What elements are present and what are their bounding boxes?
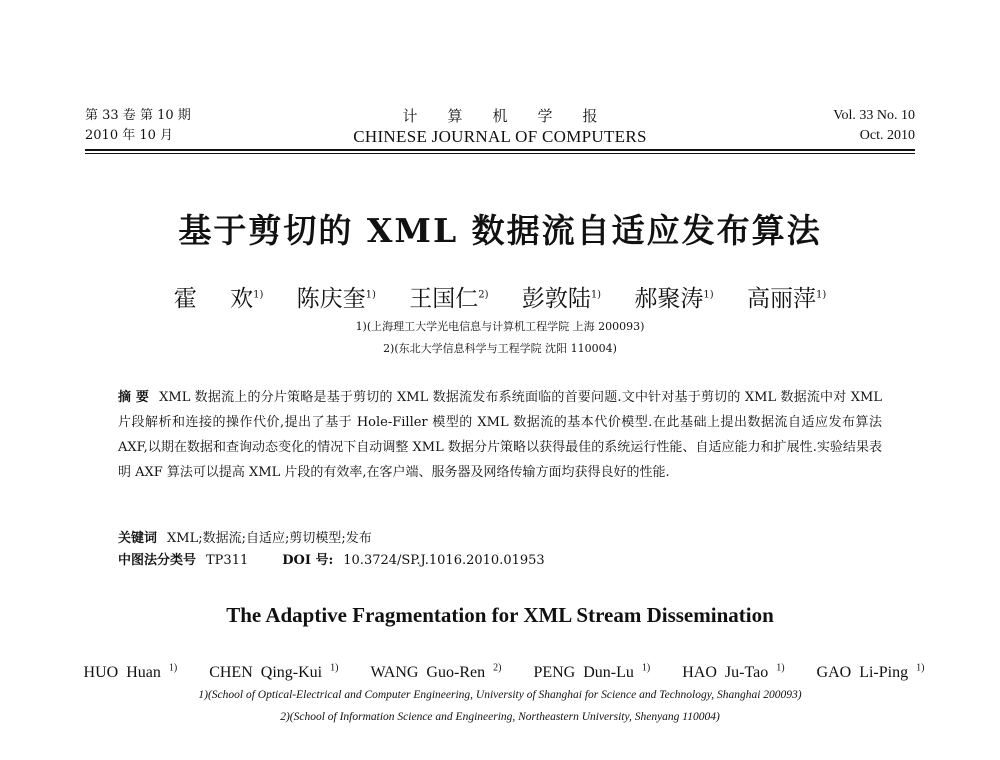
author-en: HAO Ju-Tao $^{1)}$ — [682, 663, 785, 682]
author-zh: 郝聚涛$^{1)}$ — [634, 286, 714, 312]
author-en: GAO Li-Ping $^{1)}$ — [816, 663, 925, 682]
author-zh: 彭敦陆$^{1)}$ — [521, 286, 602, 312]
affiliation-zh-1: 1)(上海理工大学光电信息与计算机工程学院 上海 200093) — [355, 320, 645, 333]
paper-title-zh: 基于剪切的 XML 数据流自适应发布算法 — [178, 211, 822, 250]
author-en: CHEN Qing-Kui $^{1)}$ — [209, 663, 339, 682]
metadata-block — [118, 528, 882, 572]
doi-label: DOI 号: — [282, 553, 334, 568]
header-rule-thin — [85, 153, 915, 154]
author-zh: 陈庆奎$^{1)}$ — [296, 286, 376, 312]
journal-name-zh: 计算机学报 — [402, 107, 628, 125]
author-list-zh — [0, 280, 1000, 313]
affiliation-en-2: 2)(School of Information Science and Engineering, Northeastern University, Shenyang 110004) — [280, 711, 720, 723]
volume-number-en: Vol. 33 No. 10 — [833, 108, 915, 123]
author-en: PENG Dun-Lu $^{1)}$ — [533, 663, 651, 682]
classification-label: 中图法分类号 — [118, 553, 197, 568]
affiliation-zh-2: 2)(东北大学信息科学与工程学院 沈阳 110004) — [383, 342, 617, 355]
author-en: HUO Huan $^{1)}$ — [83, 663, 178, 682]
journal-name-en: CHINESE JOURNAL OF COMPUTERS — [353, 127, 647, 146]
doi-value: 10.3724/SP.J.1016.2010.01953 — [343, 553, 545, 568]
keywords-label: 关键词 — [118, 531, 158, 546]
abstract-text: XML 数据流上的分片策略是基于剪切的 XML 数据流发布系统面临的首要问题.文中针对基于剪切的 XML 数据流中对 XML 片段解析和连接的操作代价,提出了基于 Hole-Filler 模型的 XML 数据流的基本代价模型.在此基础上提出数据流自适应发布算法 AXF,以期在数据和查询动态变化的情况下自动调整 XML 数据分片策略以获得最佳的系统运行性能、自适应能力和扩展性.实验结果表明 AXF 算法可以提高 XML 片段的有效率,在客户端、服务器及网络传输方面均获得良好的性能. — [118, 390, 882, 480]
abstract-zh — [118, 385, 882, 485]
affiliation-en-1: 1)(School of Optical-Electrical and Computer Engineering, University of Shanghai for Science and Technology, Shanghai 200093) — [198, 689, 802, 701]
classification-line — [118, 550, 882, 572]
keywords-line — [118, 528, 882, 550]
header-rule-thick — [85, 149, 915, 151]
abstract-label: 摘 要 — [118, 390, 150, 405]
author-zh: 王国仁$^{2)}$ — [409, 286, 489, 312]
issue-date-en: Oct. 2010 — [859, 128, 915, 143]
classification-value: TP311 — [206, 553, 249, 568]
journal-name — [85, 106, 915, 148]
keywords-text: XML;数据流;自适应;剪切模型;发布 — [167, 531, 372, 546]
author-list-en — [0, 663, 1000, 682]
issue-date: 2010 年 10 月 — [85, 128, 174, 143]
author-zh: 霍 欢$^{1)}$ — [173, 286, 264, 312]
author-zh: 高丽萍$^{1)}$ — [746, 286, 827, 312]
author-en: WANG Guo-Ren $^{2)}$ — [370, 663, 502, 682]
paper-title-en: The Adaptive Fragmentation for XML Stream Dissemination — [226, 603, 774, 627]
volume-issue: 第 33 卷 第 10 期 — [85, 108, 191, 123]
volume-info-en — [833, 106, 915, 146]
